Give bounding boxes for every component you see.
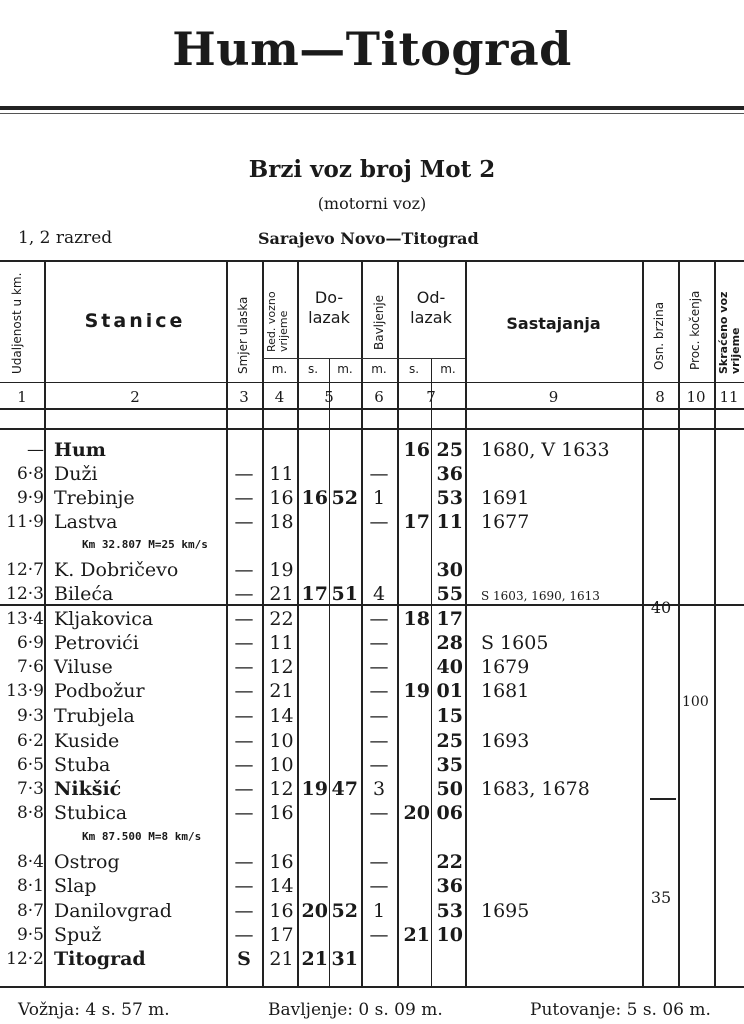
connections-cell: 1681 — [481, 680, 530, 702]
class-label: 1, 2 razred — [18, 228, 113, 248]
table-row — [0, 582, 744, 606]
subheader-rule — [262, 358, 297, 359]
unit-m: m. — [440, 362, 456, 376]
connections-cell: 1695 — [481, 900, 530, 922]
station-cell: Stuba — [54, 754, 111, 776]
header-arrival-1: Do- — [314, 288, 344, 307]
dwell-cell: — — [369, 632, 389, 654]
run-time-cell: 21 — [269, 583, 294, 605]
distance-cell: 6·9 — [16, 633, 44, 653]
header-departure-1: Od- — [416, 288, 446, 307]
column-number: 11 — [719, 388, 739, 406]
direction-cell: — — [234, 705, 254, 727]
route-label: Sarajevo Novo—Titograd — [258, 229, 479, 248]
departure-minute: 36 — [436, 875, 463, 897]
station-cell: Petrovići — [54, 632, 139, 654]
table-row — [0, 874, 744, 898]
table-row — [0, 510, 744, 534]
distance-cell: 8·8 — [16, 803, 44, 823]
run-time-cell: 21 — [269, 948, 294, 970]
direction-cell: — — [234, 778, 254, 800]
column-number: 4 — [274, 388, 285, 406]
header-direction: Smjer ulaska — [236, 296, 250, 374]
station-cell: Duži — [54, 463, 98, 485]
station-cell: Lastva — [54, 511, 118, 533]
arrival-minute: 31 — [331, 948, 358, 970]
run-time-cell: 21 — [269, 680, 294, 702]
footer-dwell-time: Bavljenje: 0 s. 09 m. — [268, 1000, 443, 1020]
arrival-hour: 20 — [301, 900, 328, 922]
run-time-cell: 14 — [269, 875, 294, 897]
table-row — [0, 607, 744, 631]
distance-cell: 7·3 — [16, 779, 44, 799]
table-row — [0, 558, 744, 582]
arrival-minute: 51 — [331, 583, 358, 605]
station-cell: Hum — [54, 439, 106, 461]
dwell-cell: — — [369, 680, 389, 702]
station-cell: Stubica — [54, 802, 128, 824]
table-row — [0, 704, 744, 728]
column-number: 6 — [374, 388, 384, 406]
table-row — [0, 777, 744, 801]
header-connections: Sastajanja — [506, 314, 601, 333]
table-row — [0, 438, 744, 462]
direction-cell: — — [234, 632, 254, 654]
departure-minute: 36 — [436, 463, 463, 485]
column-number: 3 — [239, 388, 249, 406]
arrival-minute: 52 — [331, 487, 358, 509]
dwell-cell: — — [369, 656, 389, 678]
station-cell: Titograd — [54, 948, 146, 970]
direction-cell: — — [234, 875, 254, 897]
table-row — [0, 899, 744, 923]
direction-cell: — — [234, 754, 254, 776]
arrival-hour: 19 — [301, 778, 328, 800]
dwell-cell: 3 — [372, 778, 386, 800]
distance-cell: — — [27, 440, 44, 460]
unit-m: m. — [371, 362, 387, 376]
run-time-cell: 12 — [269, 778, 294, 800]
departure-minute: 10 — [436, 924, 463, 946]
departure-minute: 15 — [436, 705, 463, 727]
station-cell: Viluse — [54, 656, 113, 678]
dwell-cell: — — [369, 608, 389, 630]
dwell-cell: — — [369, 851, 389, 873]
departure-minute: 22 — [436, 851, 463, 873]
run-time-cell: 19 — [269, 559, 294, 581]
connections-cell: 1677 — [481, 511, 530, 533]
distance-cell: 9·9 — [16, 488, 44, 508]
station-cell: Trebinje — [54, 487, 135, 509]
table-row — [0, 801, 744, 825]
header-mid-rule — [0, 382, 744, 383]
header-braking: Proc. kočenja — [688, 290, 702, 370]
departure-minute: 50 — [436, 778, 463, 800]
run-time-cell: 16 — [269, 487, 294, 509]
dwell-cell: — — [369, 754, 389, 776]
column-number: 1 — [17, 388, 27, 406]
header-run-time: Red. vozno vrijeme — [265, 291, 290, 352]
subheader-rule — [361, 358, 397, 359]
connections-cell: 1679 — [481, 656, 530, 678]
distance-cell: 12·3 — [6, 584, 44, 604]
departure-hour: 21 — [403, 924, 430, 946]
run-time-cell: 16 — [269, 851, 294, 873]
connections-cell: S 1605 — [481, 632, 549, 654]
header-departure-2: lazak — [410, 308, 452, 327]
unit-m: m. — [271, 362, 288, 376]
direction-cell: — — [234, 559, 254, 581]
departure-minute: 06 — [436, 802, 463, 824]
connections-cell: 1691 — [481, 487, 530, 509]
subheader-rule — [297, 358, 361, 359]
run-time-cell: 16 — [269, 900, 294, 922]
dwell-cell: — — [369, 924, 389, 946]
header-base-speed: Osn. brzina — [652, 301, 666, 370]
station-cell: Nikšić — [54, 778, 122, 800]
distance-cell: 12·2 — [6, 949, 44, 969]
run-time-cell: 16 — [269, 802, 294, 824]
connections-cell: 1693 — [481, 730, 530, 752]
dwell-cell: — — [369, 730, 389, 752]
direction-cell: — — [234, 900, 254, 922]
arrival-hour: 21 — [301, 948, 328, 970]
arrival-minute: 47 — [331, 778, 358, 800]
station-cell: Podbožur — [54, 680, 145, 702]
footer-driving-time: Vožnja: 4 s. 57 m. — [18, 1000, 170, 1020]
departure-minute: 25 — [436, 730, 463, 752]
train-title: Brzi voz broj Mot 2 — [248, 156, 496, 183]
departure-hour: 19 — [403, 680, 430, 702]
departure-hour: 18 — [403, 608, 430, 630]
table-row — [0, 947, 744, 971]
column-number: 7 — [426, 388, 436, 406]
table-row — [0, 655, 744, 679]
braking-value: 100 — [682, 694, 709, 710]
direction-cell: — — [234, 463, 254, 485]
footer-travel-time: Putovanje: 5 s. 06 m. — [530, 1000, 711, 1020]
connections-cell: 1683, 1678 — [481, 778, 590, 800]
subheader-rule — [397, 358, 465, 359]
dwell-cell: 1 — [372, 487, 386, 509]
table-row — [0, 679, 744, 703]
run-time-cell: 18 — [269, 511, 294, 533]
title-rule — [0, 106, 744, 110]
run-time-cell: 22 — [269, 608, 294, 630]
dwell-cell: — — [369, 511, 389, 533]
arrival-hour: 17 — [301, 583, 328, 605]
connections-cell: 1680, V 1633 — [481, 439, 610, 461]
train-type-note: (motorni voz) — [317, 194, 427, 213]
station-cell: K. Dobričevo — [54, 559, 179, 581]
base-speed-value: 40 — [650, 598, 672, 617]
distance-cell: 8·4 — [16, 852, 44, 872]
table-row — [0, 729, 744, 753]
header-top-rule — [0, 260, 744, 262]
body-top-rule — [0, 428, 744, 430]
run-time-cell: 11 — [269, 463, 294, 485]
departure-minute: 40 — [436, 656, 463, 678]
dwell-cell: — — [369, 875, 389, 897]
station-cell: Ostrog — [54, 851, 120, 873]
dwell-cell: — — [369, 802, 389, 824]
unit-m: m. — [337, 362, 353, 376]
departure-hour: 20 — [403, 802, 430, 824]
departure-minute: 53 — [436, 487, 463, 509]
distance-cell: 6·2 — [16, 731, 44, 751]
header-distance: Udaljenost u km. — [10, 272, 24, 374]
station-cell: Kuside — [54, 730, 120, 752]
run-time-cell: 17 — [269, 924, 294, 946]
direction-cell: — — [234, 851, 254, 873]
distance-cell: 12·7 — [6, 560, 44, 580]
header-stations: Stanice — [84, 310, 186, 332]
header-bottom-rule — [0, 408, 744, 410]
distance-cell: 8·7 — [16, 901, 44, 921]
column-number: 8 — [655, 388, 665, 406]
distance-cell: 13·9 — [6, 681, 44, 701]
direction-cell: — — [234, 608, 254, 630]
distance-cell: 11·9 — [6, 512, 44, 532]
table-row — [0, 923, 744, 947]
departure-minute: 25 — [436, 439, 463, 461]
station-cell: Trubjela — [54, 705, 135, 727]
departure-minute: 53 — [436, 900, 463, 922]
run-time-cell: 10 — [269, 754, 294, 776]
departure-minute: 28 — [436, 632, 463, 654]
run-time-cell: 11 — [269, 632, 294, 654]
title-rule-thin — [0, 113, 744, 114]
departure-minute: 30 — [436, 559, 463, 581]
direction-cell: — — [234, 511, 254, 533]
direction-cell: — — [234, 487, 254, 509]
dwell-cell: — — [369, 705, 389, 727]
direction-cell: — — [234, 656, 254, 678]
run-time-cell: 12 — [269, 656, 294, 678]
table-row — [0, 850, 744, 874]
arrival-hour: 16 — [301, 487, 328, 509]
table-row — [0, 631, 744, 655]
departure-minute: 01 — [436, 680, 463, 702]
direction-cell: — — [234, 680, 254, 702]
departure-minute: 55 — [436, 583, 463, 605]
direction-cell: — — [234, 924, 254, 946]
distance-cell: 9·3 — [16, 706, 44, 726]
column-number: 5 — [324, 388, 334, 406]
departure-minute: 17 — [436, 608, 463, 630]
run-time-cell: 10 — [269, 730, 294, 752]
header-shortened-time: Skraćeno voz vrijeme — [717, 291, 742, 374]
station-cell: Kljakovica — [54, 608, 154, 630]
speed-note: Km 87.500 M=8 km/s — [82, 830, 202, 843]
direction-cell: — — [234, 730, 254, 752]
table-row — [0, 486, 744, 510]
column-number: 2 — [130, 388, 140, 406]
station-cell: Bileća — [54, 583, 114, 605]
header-arrival-2: lazak — [308, 308, 350, 327]
distance-cell: 8·1 — [16, 876, 44, 896]
run-time-cell: 14 — [269, 705, 294, 727]
departure-hour: 16 — [403, 439, 430, 461]
unit-s: s. — [408, 362, 420, 376]
arrival-minute: 52 — [331, 900, 358, 922]
departure-minute: 11 — [436, 511, 463, 533]
base-speed-value: 35 — [650, 888, 672, 907]
connections-cell: S 1603, 1690, 1613 — [481, 589, 600, 603]
dwell-cell: — — [369, 463, 389, 485]
distance-cell: 9·5 — [16, 925, 44, 945]
column-number: 10 — [686, 388, 706, 406]
distance-cell: 6·5 — [16, 755, 44, 775]
table-row — [0, 753, 744, 777]
distance-cell: 13·4 — [6, 609, 44, 629]
dwell-cell: 4 — [372, 583, 386, 605]
speed-divider — [650, 798, 676, 800]
table-bottom-rule — [0, 986, 744, 988]
page-title: Hum—Titograd — [172, 22, 572, 76]
header-dwell: Bavljenje — [372, 294, 386, 350]
station-cell: Spuž — [54, 924, 102, 946]
station-cell: Slap — [54, 875, 97, 897]
unit-s: s. — [307, 362, 319, 376]
dwell-cell: 1 — [372, 900, 386, 922]
distance-cell: 7·6 — [16, 657, 44, 677]
direction-cell: — — [234, 583, 254, 605]
distance-cell: 6·8 — [16, 464, 44, 484]
departure-hour: 17 — [403, 511, 430, 533]
direction-cell: — — [234, 802, 254, 824]
column-number: 9 — [548, 388, 559, 406]
departure-minute: 35 — [436, 754, 463, 776]
speed-note: Km 32.807 M=25 km/s — [82, 538, 208, 551]
station-cell: Danilovgrad — [54, 900, 172, 922]
table-row — [0, 462, 744, 486]
direction-cell: S — [237, 948, 251, 970]
